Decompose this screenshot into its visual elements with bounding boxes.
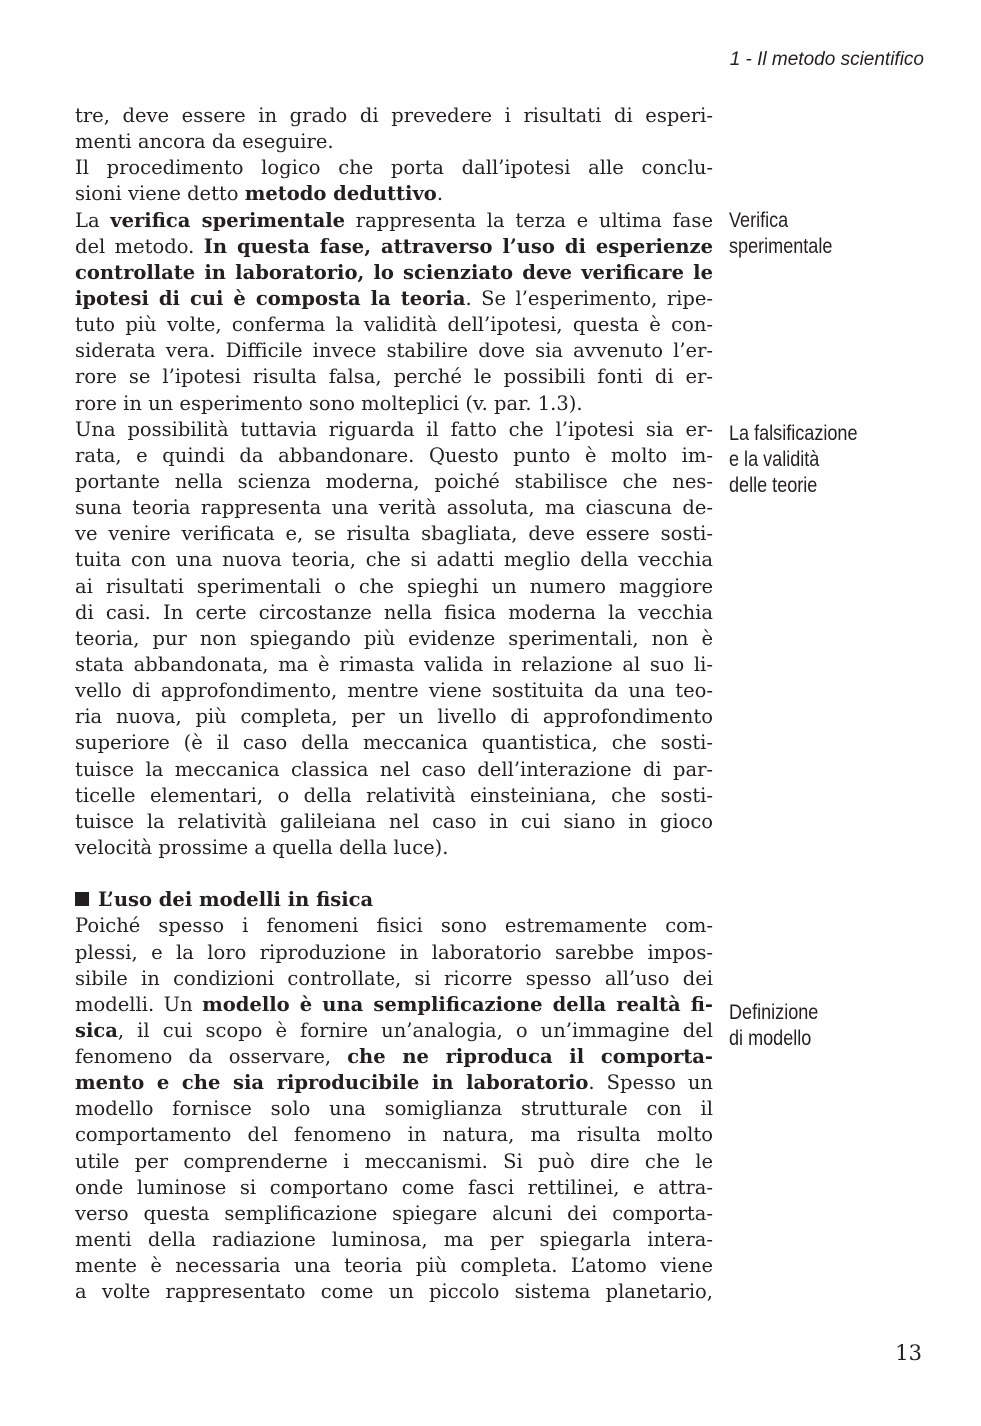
bold-term-metodo-deduttivo: metodo deduttivo <box>244 182 437 206</box>
running-header: 1 - Il metodo scientifico <box>729 49 924 70</box>
text-line: siderata vera. Difficile invece stabilire dove sia avvenuto l’er- <box>75 339 713 363</box>
text-line: onde luminose si comportano come fasci rettilinei, e attra- <box>75 1175 713 1199</box>
text-line: verso questa semplificazione spiegare alcuni dei comporta- <box>75 1201 713 1225</box>
text-line: La verifica sperimentale rappresenta la terza e ultima fase <box>75 208 713 232</box>
text-line: Una possibilità tuttavia riguarda il fatto che l’ipotesi sia er- <box>75 417 713 441</box>
text-line: teoria, pur non spiegando più evidenze sperimentali, non è <box>75 626 713 650</box>
text-line: tuisce la relatività galileiana nel caso in cui siano in gioco <box>75 809 713 833</box>
text-line: ipotesi di cui è composta la teoria. Se l’esperimento, ripe- <box>75 286 713 310</box>
text-line: tuisce la meccanica classica nel caso dell’interazione di par- <box>75 757 713 781</box>
bold-phrase: In questa fase, attraverso l’uso di esperienze <box>203 234 713 258</box>
text-line: ai risultati sperimentali o che spieghi un numero maggiore <box>75 574 713 598</box>
text-line: tre, deve essere in grado di prevedere i risultati di esperi- <box>75 104 713 127</box>
bold-phrase: mento e che sia riproducibile in laboratorio <box>75 1071 589 1095</box>
bold-phrase: controllate in laboratorio, lo scienziato deve verificare le <box>75 260 713 284</box>
square-bullet-icon <box>75 892 89 906</box>
main-text-column <box>75 103 713 1305</box>
text-line: a volte rappresentato come un piccolo sistema planetario, <box>75 1280 713 1304</box>
text-line: plessi, e la loro riproduzione in laboratorio sarebbe impos- <box>75 940 713 964</box>
page-number: 13 <box>895 1341 922 1365</box>
text-line: portante nella scienza moderna, poiché stabilisce che nes- <box>75 469 713 493</box>
text-line: suna teoria rappresenta una verità assoluta, ma ciascuna de- <box>75 496 713 520</box>
text-line: rata, e quindi da abbandonare. Questo punto è molto im- <box>75 443 713 467</box>
bold-term-verifica-sperimentale: verifica sperimentale <box>110 208 346 232</box>
text-line: vello di approfondimento, mentre viene sostituita da una teo- <box>75 679 713 703</box>
text-line: modelli. Un modello è una semplificazione della realtà fi- <box>75 992 713 1016</box>
text-line: mento e che sia riproducibile in laboratorio. Spesso un <box>75 1071 713 1095</box>
text-line <box>75 260 713 286</box>
text-line: stata abbandonata, ma è rimasta valida in relazione al suo li- <box>75 652 713 676</box>
text-line: di casi. In certe circostanze nella fisica moderna la vecchia <box>75 600 713 624</box>
text-line: sibile in condizioni controllate, si ricorre spesso all’uso dei <box>75 966 713 990</box>
text-line: Poiché spesso i fenomeni fisici sono estremamente com- <box>75 914 713 938</box>
text-line: ve venire verificata e, se risulta sbagliata, deve essere sosti- <box>75 522 713 546</box>
text-line: ticelle elementari, o della relatività einsteiniana, che sosti- <box>75 783 713 807</box>
text-line: velocità prossime a quella della luce). <box>75 835 449 859</box>
paragraph-gap <box>75 861 713 887</box>
bold-phrase: che ne riproduca il comporta- <box>347 1045 713 1069</box>
text-line: Il procedimento logico che porta dall’ipotesi alle conclu- <box>75 156 713 180</box>
text-line: modello fornisce solo una somiglianza strutturale con il <box>75 1097 713 1121</box>
text-line: del metodo. In questa fase, attraverso l’uso di esperienze <box>75 234 713 258</box>
text-line: sioni viene detto metodo deduttivo. <box>75 182 444 206</box>
margin-note-falsificazione: La falsificazione e la validità delle teorie <box>729 422 858 498</box>
margin-note-verifica: Verifica sperimentale <box>729 209 833 259</box>
bold-phrase: sica <box>75 1018 118 1042</box>
text-line: rore se l’ipotesi risulta falsa, perché le possibili fonti di er- <box>75 365 713 389</box>
text-line: menti della radiazione luminosa, ma per spiegarla intera- <box>75 1228 713 1252</box>
text-line: rore in un esperimento sono molteplici (v. par. 1.3). <box>75 391 583 415</box>
bold-phrase: ipotesi di cui è composta la teoria <box>75 286 466 310</box>
text-line: superiore (è il caso della meccanica quantistica, che sosti- <box>75 731 713 755</box>
text-line: utile per comprenderne i meccanismi. Si può dire che le <box>75 1149 713 1173</box>
text-line: ria nuova, più completa, per un livello di approfondimento <box>75 705 713 729</box>
margin-note-modello: Definizione di modello <box>729 1001 819 1051</box>
text-line: tuto più volte, conferma la validità dell’ipotesi, questa è con- <box>75 313 713 337</box>
text-line: mente è necessaria una teoria più completa. L’atomo viene <box>75 1254 713 1278</box>
text-line: sica, il cui scopo è fornire un’analogia, o un’immagine del <box>75 1018 713 1042</box>
text-line: fenomeno da osservare, che ne riproduca il comporta- <box>75 1045 713 1069</box>
text-line: menti ancora da eseguire. <box>75 130 334 154</box>
text-line: comportamento del fenomeno in natura, ma risulta molto <box>75 1123 713 1147</box>
section-heading: L’uso dei modelli in fisica <box>75 887 713 913</box>
bold-phrase: modello è una semplificazione della realtà fi- <box>202 992 713 1016</box>
text-line: tuita con una nuova teoria, che si adatti meglio della vecchia <box>75 548 713 572</box>
